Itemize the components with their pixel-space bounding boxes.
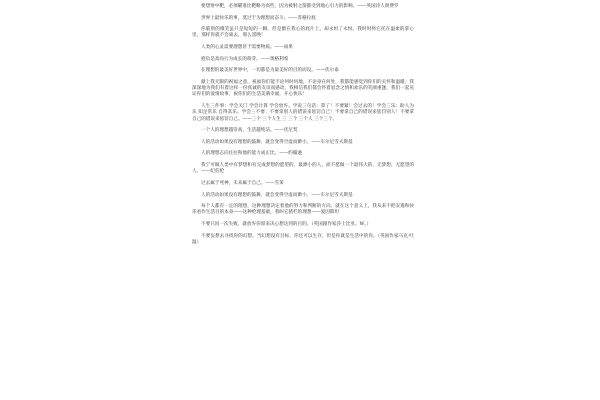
quote-paragraph-13: 过去属于死神，未来属于自己。——雪莱 [201,180,284,186]
quote-paragraph-6: 在理想的最美好世界中，一切都是为最美好的目的而设。——伏尔泰 [201,68,339,74]
quote-paragraph-17: 不要妄想去寻找你的幻想。当幻想没有目标，你还可以生存，但是你就是生活中的你。（英国作家马克·吐温） [192,233,414,245]
quote-paragraph-14: 人的活动如果没有理想的鼓舞，就会变得空虚而渺小。——车尔尼雪夫斯基 [201,192,353,198]
quote-paragraph-1: 要想射中靶，必须瞄准比靶略为高些，因为被射之箭都受到地心引力的影响。——英国诗人朗费罗 [201,4,399,9]
quote-column [192,4,414,251]
quote-paragraph-5: 抱负是高尚行为成长的萌芽。——奥格利希 [201,56,289,62]
quote-paragraph-15: 每个人都有一定的理想，这种理想决定着他的努力和判断的方向。就在这个意义上，我从来不把安逸和快乐看作生活目的本身——这种伦理基础，我叫它猪栏的理想——爱因斯坦 [192,204,414,216]
quote-paragraph-12: 我宁可做人类中有梦想和有完成梦想的愿望的、最渺小的人，而不愿做一个最伟大的、无梦想、无愿望的人。——纪伯伦 [192,163,414,175]
quote-paragraph-8: 人生三件事：学会关门 学会计算 学会放弃。学说三句话：算了！不要紧！会过去的！学会三乐：助人为乐 知足常乐 自得其乐。学会三不要：不要拿别人的错误来惩罚自己！不要拿自己的错误来惩罚别人！不要拿自己的错误来惩罚自己。——三个 三个人生 三 三个 三个人 三个三个。 [192,104,414,122]
quote-paragraph-4: 人类的心灵需要理想甚于需要物质。——雨果 [201,45,293,51]
quote-paragraph-7: 献上我无限的祝福之意，祝福你们能不论何时何地，不论身在何处，我都能感觉到你们的关怀和温暖，我深深地为我们有着这样一份真诚的友谊而感动，我相信我们都会怀着思念之情和欢乐的笑颜重逢，我们一起见证你们的爱情故事，祝你们的生活美满幸福，开心快乐！ [192,79,414,98]
quote-paragraph-2: 世界上最快乐的事，莫过于为理想而奋斗。——苏格拉底 [201,15,316,21]
quote-paragraph-10: 人的活动如果没有理想的鼓舞，就会变得空虚而渺小。——车尔尼雪夫斯基 [201,139,353,145]
quote-paragraph-11: 人的理想志向往往和他的能力成正比。——约翰逊 [201,151,303,157]
quote-paragraph-9: 一个人的理想越崇高，生活越纯洁。——伏尼契 [201,128,298,134]
quote-paragraph-16: 不要只因一次失败，就放弃你原来决心想达到的目的。（英国剧作家莎士比亚。W。） [201,221,372,227]
quote-paragraph-3: 你临别的微笑虽只是短短的一瞬，但是摄在我心的底片上，却永恒了永恒。我时时将它托在温柔的掌心里，那样你就不会离去，那么遥唤！ [192,27,414,39]
